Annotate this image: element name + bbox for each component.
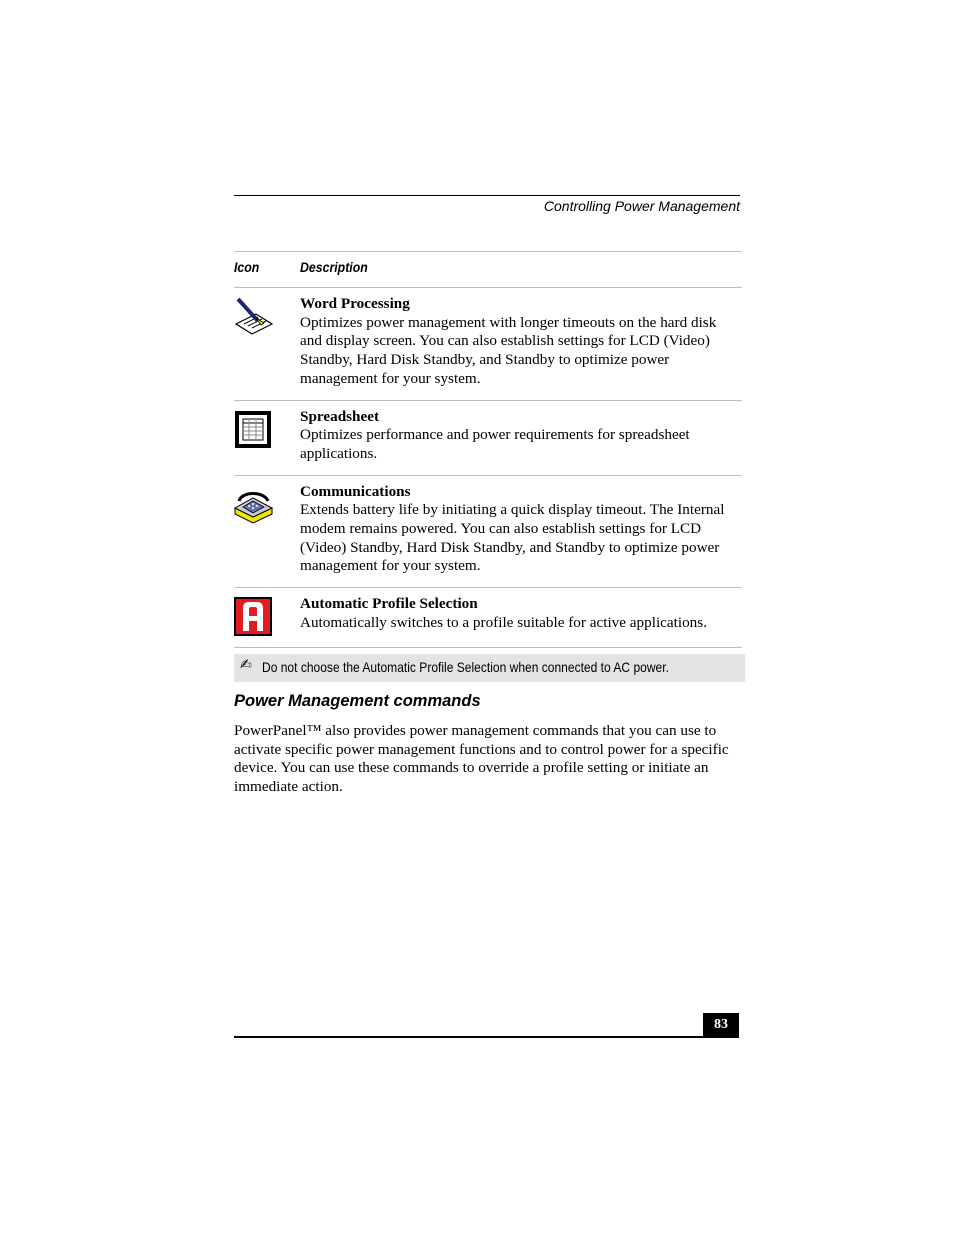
- column-header-icon: Icon: [234, 259, 260, 275]
- row-text: Optimizes power management with longer timeouts on the hard disk and display screen. You can also establish settings for LCD (Video) Standby, Hard Disk Standby, and Standby to optimize power management for your system.: [300, 313, 717, 387]
- row-title: Automatic Profile Selection: [300, 595, 478, 613]
- header-rule: [234, 195, 740, 196]
- row-text: Extends battery life by initiating a quick display timeout. The Internal modem remains powered. You can also establish settings for LCD (Video) Standby, Hard Disk Standby, and Standby to optimize power management for your system.: [300, 501, 725, 575]
- column-header-description: Description: [300, 259, 368, 275]
- page-number: 83: [703, 1013, 739, 1037]
- row-title: Spreadsheet: [300, 407, 380, 425]
- body-paragraph: PowerPanel™ also provides power management commands that you can use to activate specific power management functions and to control power for a specific device. You can use these commands to override a profile setting or initiate an immediate action.: [234, 722, 729, 796]
- pencil-note-icon: ✍: [240, 657, 252, 673]
- section-heading: Power Management commands: [234, 692, 481, 710]
- row-description: [300, 595, 742, 632]
- row-title: Word Processing: [300, 295, 410, 312]
- table-bottom-rule: [234, 647, 742, 648]
- automatic-profile-icon: [234, 597, 274, 637]
- table-row: [234, 476, 742, 588]
- table-header: [234, 252, 742, 287]
- table-row: [234, 588, 742, 646]
- row-text: Optimizes performance and power requirements for spreadsheet applications.: [300, 426, 690, 462]
- running-header: Controlling Power Management: [543, 198, 740, 214]
- word-processing-icon: [234, 297, 274, 337]
- row-description: [300, 483, 742, 577]
- row-description: [300, 295, 742, 389]
- row-description: [300, 408, 742, 464]
- note-box: [234, 654, 745, 682]
- note-text: Do not choose the Automatic Profile Selection when connected to AC power.: [262, 659, 669, 675]
- footer-rule: [234, 1036, 739, 1038]
- row-text: Automatically switches to a profile suitable for active applications.: [300, 613, 707, 631]
- profile-table: [234, 251, 742, 648]
- communications-icon: [234, 487, 274, 527]
- spreadsheet-icon: [234, 410, 274, 450]
- row-title: Communications: [300, 482, 411, 500]
- table-row: [234, 288, 742, 400]
- table-row: [234, 401, 742, 475]
